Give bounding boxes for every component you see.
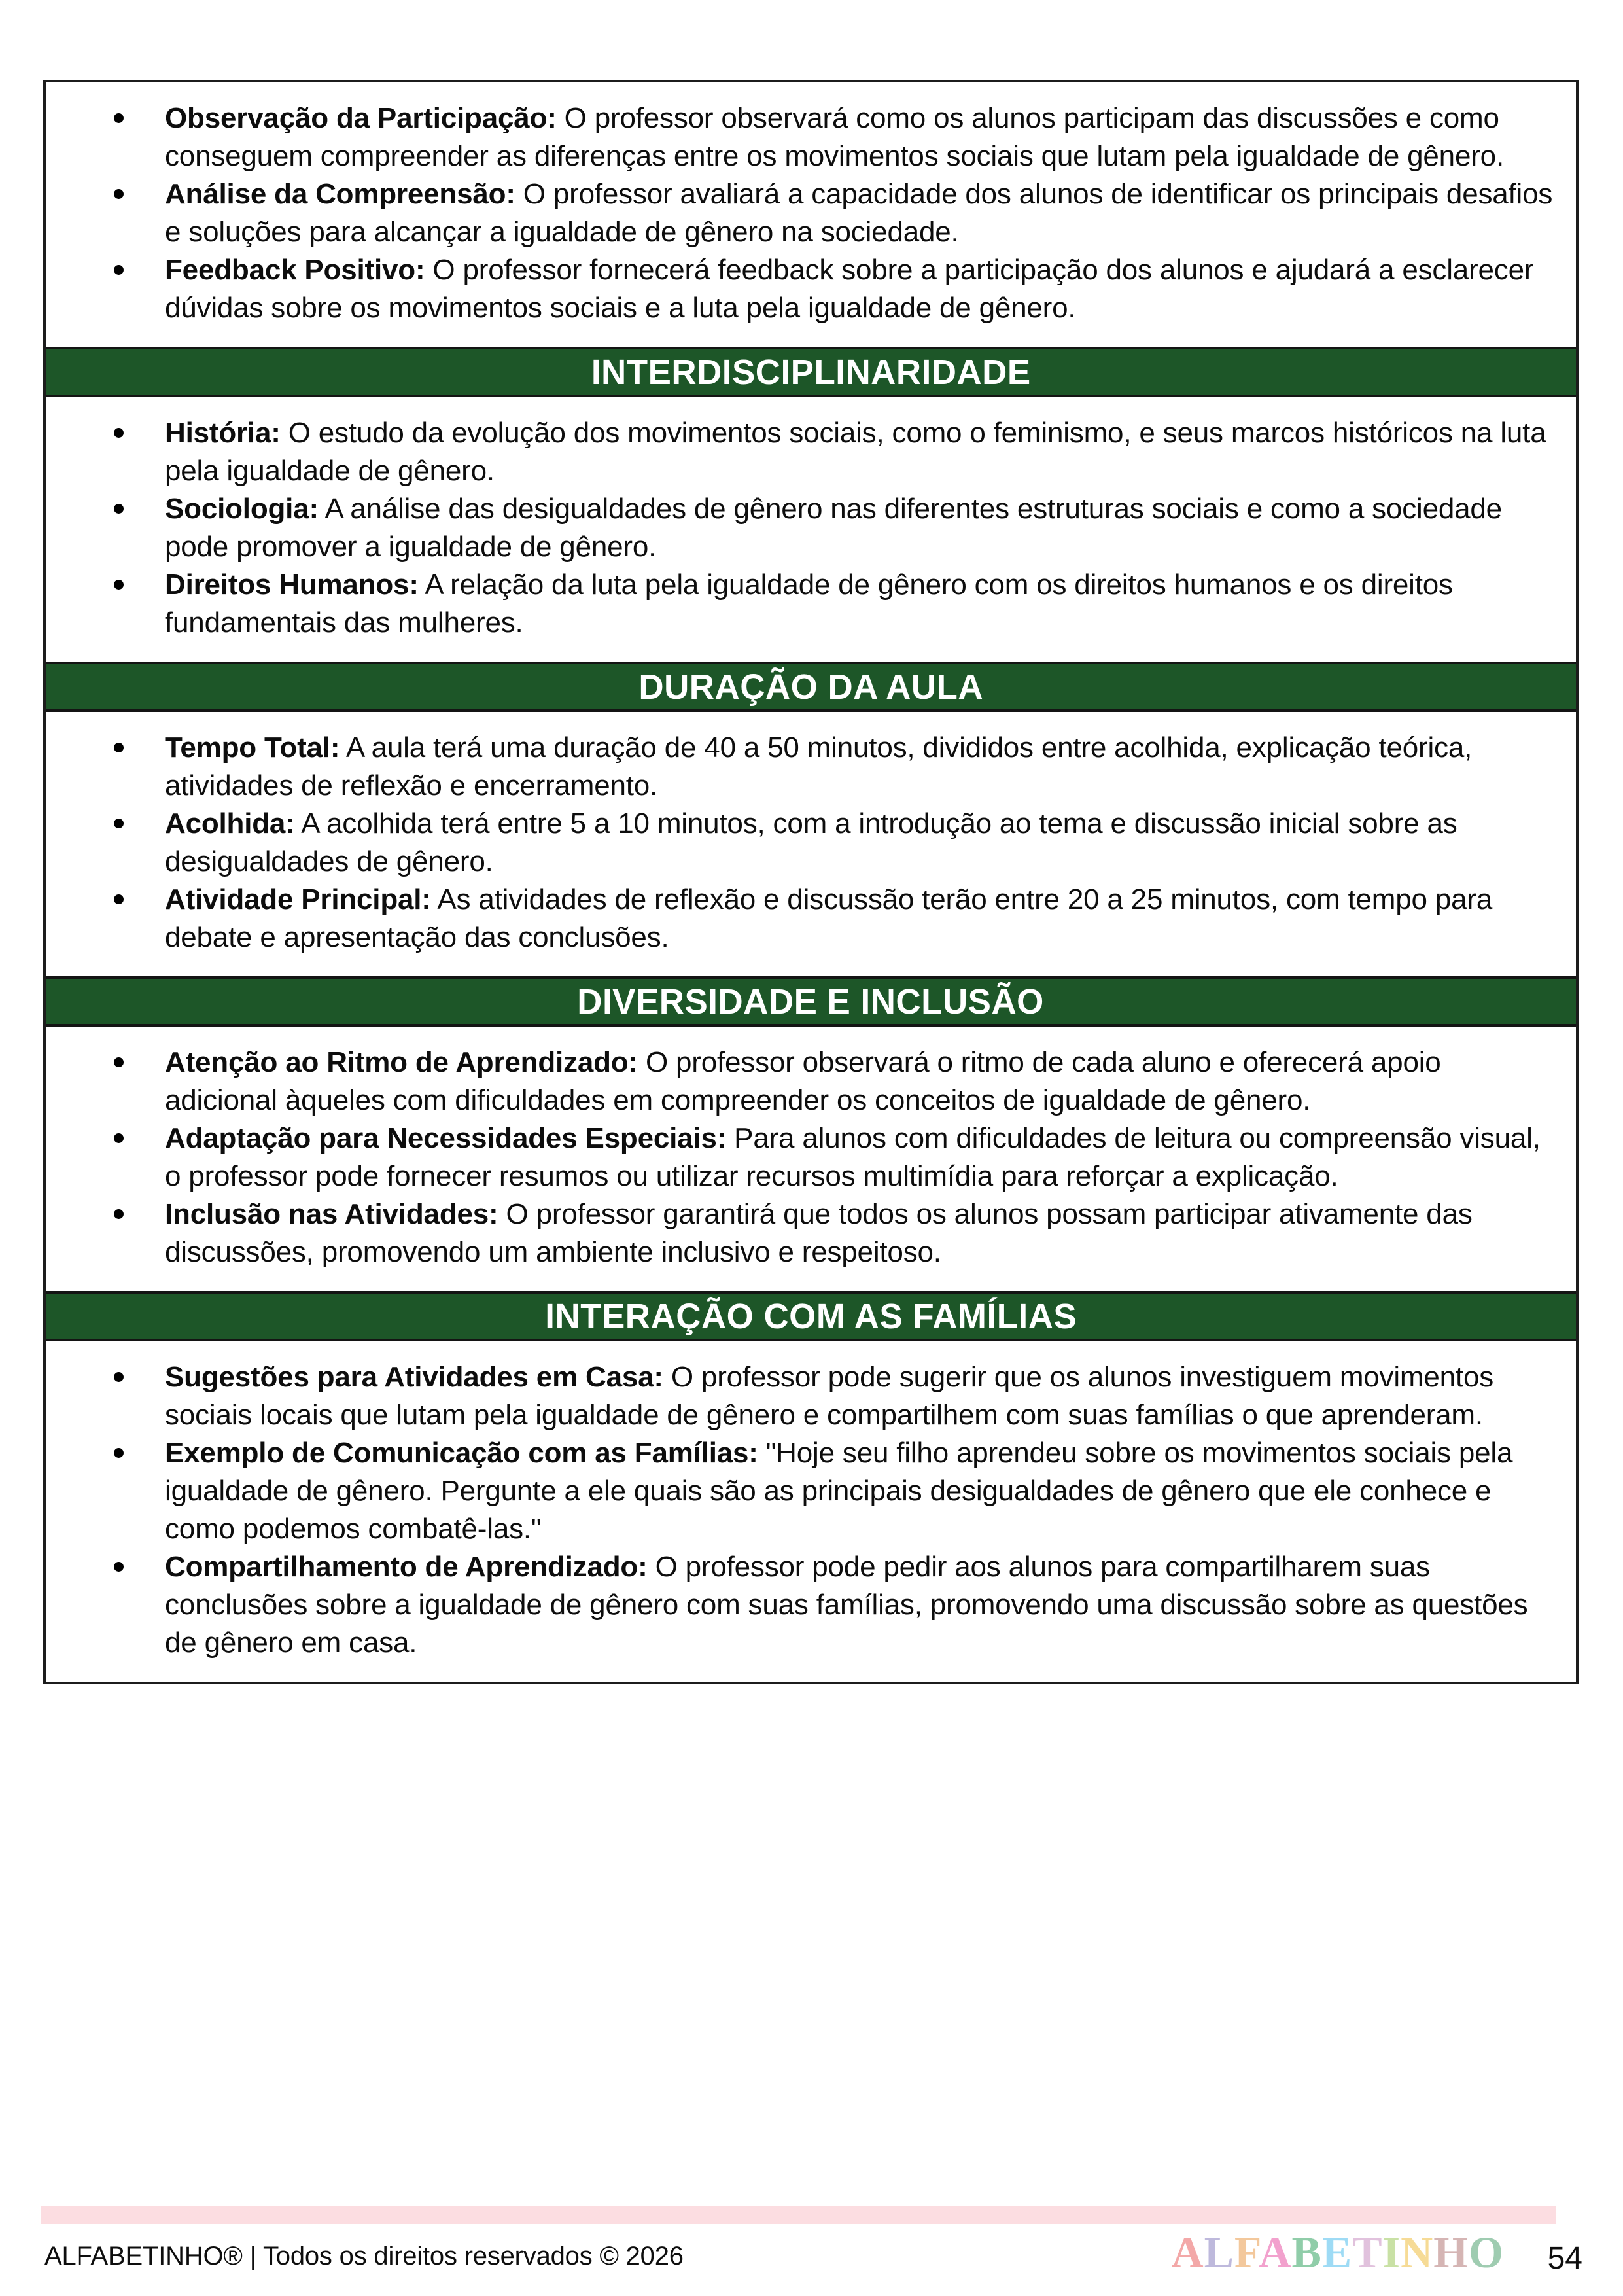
- section-header-bar: [46, 347, 1576, 397]
- bullet-item-text: O professor observará como os alunos participam das discussões e como conseguem compreender as diferenças entre os movimentos sociais que lutam pela igualdade de gênero.: [165, 102, 1504, 172]
- section-header-bar: [46, 1291, 1576, 1341]
- bullet-item-text: "Hoje seu filho aprendeu sobre os movimentos sociais pela igualdade de gênero. Pergunte a ele quais são as principais desigualdades de gênero que ele conhece e como podemos combatê-las.": [165, 1437, 1513, 1545]
- bullet-item-label: Sugestões para Atividades em Casa:: [165, 1361, 663, 1393]
- bullet-item: [46, 175, 1558, 251]
- bullet-item-label: Inclusão nas Atividades:: [165, 1198, 498, 1230]
- bullet-item-label: Observação da Participação:: [165, 102, 557, 134]
- logo-letter: A: [1259, 2227, 1292, 2277]
- logo-letter: B: [1291, 2227, 1322, 2277]
- bullet-item: [46, 1195, 1558, 1271]
- bullet-item: [46, 881, 1558, 957]
- bullet-item: [46, 805, 1558, 881]
- bullet-item-label: Análise da Compreensão:: [165, 178, 515, 210]
- bullet-item: [46, 251, 1558, 327]
- bullet-list: [46, 712, 1576, 976]
- bullet-item-label: Exemplo de Comunicação com as Famílias:: [165, 1437, 758, 1469]
- bullet-item: [46, 1548, 1558, 1662]
- bullet-list: [46, 82, 1576, 347]
- logo-letter: O: [1469, 2227, 1504, 2277]
- sections: [46, 82, 1576, 1682]
- bullet-item: [46, 729, 1558, 805]
- logo-letter: N: [1401, 2227, 1434, 2277]
- footer-copyright: ALFABETINHO® | Todos os direitos reservados © 2026: [44, 2242, 684, 2270]
- bullet-item-label: Acolhida:: [165, 807, 295, 839]
- lesson-plan-box: [43, 80, 1579, 1684]
- logo-letter: E: [1321, 2227, 1353, 2277]
- bullet-item-text: O professor fornecerá feedback sobre a participação dos alunos e ajudará a esclarecer dúvidas sobre os movimentos sociais e a luta pela igualdade de gênero.: [165, 254, 1534, 324]
- logo-letter: T: [1352, 2227, 1383, 2277]
- bullet-item-text: A relação da luta pela igualdade de gênero com os direitos humanos e os direitos fundamentais das mulheres.: [165, 569, 1453, 639]
- section-header-label: INTERDISCIPLINARIDADE: [591, 352, 1031, 392]
- bullet-item-text: O professor pode pedir aos alunos para compartilharem suas conclusões sobre a igualdade de gênero com suas famílias, promovendo uma discussão sobre as questões de gênero em casa.: [165, 1551, 1528, 1659]
- bullet-item-label: Feedback Positivo:: [165, 254, 425, 286]
- bullet-item: [46, 1120, 1558, 1195]
- bullet-item: [46, 1044, 1558, 1120]
- logo-letter: I: [1382, 2227, 1401, 2277]
- bullet-item: [46, 1358, 1558, 1434]
- bullet-item-label: Sociologia:: [165, 493, 319, 525]
- logo-letter: F: [1234, 2227, 1259, 2277]
- bullet-item-text: A análise das desigualdades de gênero nas diferentes estruturas sociais e como a sociedade pode promover a igualdade de gênero.: [165, 493, 1502, 563]
- section-header-label: DIVERSIDADE E INCLUSÃO: [577, 981, 1045, 1021]
- bullet-item: [46, 490, 1558, 566]
- logo-letter: A: [1171, 2227, 1204, 2277]
- bullet-list: [46, 1341, 1576, 1682]
- bullet-item: [46, 1434, 1558, 1548]
- bullet-item-text: A acolhida terá entre 5 a 10 minutos, com a introdução ao tema e discussão inicial sobre as desigualdades de gênero.: [165, 807, 1457, 877]
- alfabetinho-logo: [1171, 2227, 1504, 2277]
- bullet-item: [46, 566, 1558, 642]
- section-header-label: DURAÇÃO DA AULA: [638, 667, 983, 707]
- bullet-item-text: Para alunos com dificuldades de leitura ou compreensão visual, o professor pode fornecer resumos ou utilizar recursos multimídia para reforçar a explicação.: [165, 1122, 1541, 1192]
- bullet-item-text: O professor avaliará a capacidade dos alunos de identificar os principais desafios e soluções para alcançar a igualdade de gênero na sociedade.: [165, 178, 1553, 248]
- bullet-list: [46, 1027, 1576, 1291]
- bullet-item-label: História:: [165, 417, 281, 449]
- page-number: 54: [1547, 2241, 1582, 2276]
- bullet-item: [46, 99, 1558, 175]
- bullet-item-text: As atividades de reflexão e discussão terão entre 20 a 25 minutos, com tempo para debate e apresentação das conclusões.: [165, 883, 1493, 953]
- section-header-label: INTERAÇÃO COM AS FAMÍLIAS: [545, 1296, 1077, 1336]
- bullet-item-label: Direitos Humanos:: [165, 569, 419, 601]
- section-header-bar: [46, 976, 1576, 1027]
- bullet-item-label: Adaptação para Necessidades Especiais:: [165, 1122, 727, 1154]
- bullet-item-text: O professor garantirá que todos os alunos possam participar ativamente das discussões, promovendo um ambiente inclusivo e respeitoso.: [165, 1198, 1473, 1268]
- bullet-list: [46, 397, 1576, 662]
- bullet-item-text: O professor observará o ritmo de cada aluno e oferecerá apoio adicional àqueles com dificuldades em compreender os conceitos de igualdade de gênero.: [165, 1046, 1441, 1116]
- bullet-item-label: Compartilhamento de Aprendizado:: [165, 1551, 648, 1583]
- bullet-item-text: O professor pode sugerir que os alunos investiguem movimentos sociais locais que lutam pela igualdade de gênero e compartilhem com suas famílias o que aprenderam.: [165, 1361, 1494, 1431]
- footer-pink-divider: [41, 2206, 1556, 2224]
- logo-letter: H: [1433, 2227, 1469, 2277]
- logo-letter: L: [1204, 2227, 1234, 2277]
- bullet-item-label: Tempo Total:: [165, 732, 340, 764]
- bullet-item-text: A aula terá uma duração de 40 a 50 minutos, divididos entre acolhida, explicação teórica, atividades de reflexão e encerramento.: [165, 732, 1473, 802]
- bullet-item: [46, 414, 1558, 490]
- bullet-item-label: Atenção ao Ritmo de Aprendizado:: [165, 1046, 638, 1078]
- bullet-item-text: O estudo da evolução dos movimentos sociais, como o feminismo, e seus marcos históricos na luta pela igualdade de gênero.: [165, 417, 1546, 487]
- bullet-item-label: Atividade Principal:: [165, 883, 431, 915]
- section-header-bar: [46, 662, 1576, 712]
